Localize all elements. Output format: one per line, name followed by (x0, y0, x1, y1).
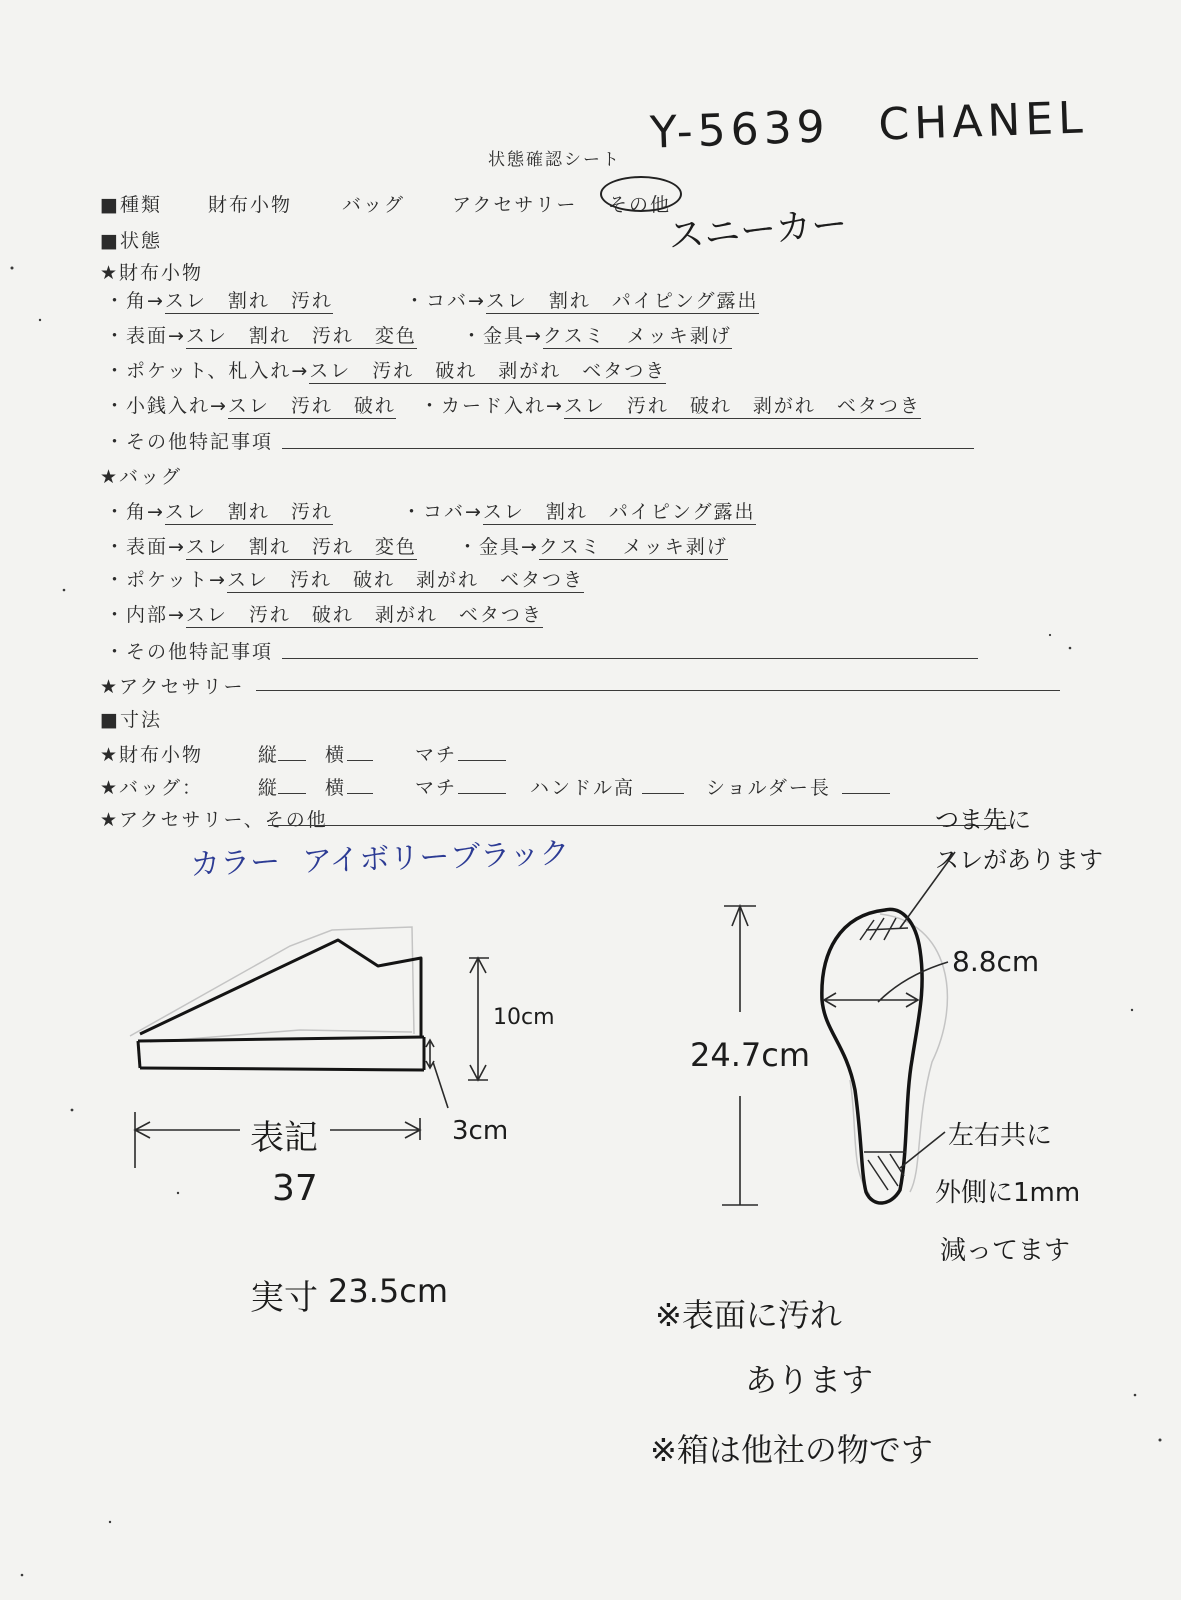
row-prefix: ・角→ (105, 501, 165, 523)
row-prefix: ・ポケット、札入れ→ (105, 360, 310, 382)
upper-height-label: 10cm (493, 1005, 555, 1030)
dim-bag-height-blank (278, 793, 306, 794)
wallet-heading: ★財布小物 (100, 262, 204, 284)
row-options: スレ 割れ パイピング露出 (485, 290, 759, 312)
dim-wallet-gusset-blank (458, 760, 506, 761)
heel-note-line1: 左右共に (948, 1121, 1053, 1151)
row-options: スレ 割れ パイピング露出 (482, 501, 756, 523)
wallet-coin-row (105, 391, 396, 418)
bag-surface-row (105, 532, 417, 559)
size-label: 表記 (250, 1118, 318, 1158)
heel-note-line2: 外側に1mm (935, 1178, 1081, 1208)
row-prefix: ・コバ→ (402, 501, 483, 523)
wallet-corner-row (105, 286, 333, 313)
row-prefix: ・表面→ (105, 536, 186, 558)
wallet-edge-row (405, 286, 759, 313)
row-prefix: ・コバ→ (405, 290, 486, 312)
dim-bag-heading: ★バッグ： (100, 777, 204, 799)
width-arrow (824, 962, 948, 1007)
row-options: スレ 割れ 汚れ (164, 290, 333, 312)
dim-wallet-height-blank (278, 760, 306, 761)
sole-thickness-label: 3cm (452, 1116, 509, 1146)
bag-notes-line (282, 658, 978, 659)
accessory-heading: ★アクセサリー (100, 676, 245, 698)
actual-size-value: 23.5cm (328, 1272, 449, 1310)
sneaker-side-view (138, 940, 424, 1070)
row-options: クスミ メッキ剥げ (542, 325, 732, 347)
remark-box: ※箱は他社の物です (650, 1431, 933, 1469)
wallet-surface-row (105, 321, 417, 348)
category-option-accessory: アクセサリー (452, 194, 578, 216)
row-prefix: ・内部→ (105, 604, 186, 626)
category-note: スニーカー (666, 203, 849, 258)
sneaker-sole-toe-end (138, 1041, 140, 1068)
row-options: スレ 汚れ 破れ 剥がれ ベタつき (185, 604, 543, 626)
remark-stain-line1: ※表面に汚れ (655, 1296, 842, 1334)
sneaker-upper-outline (140, 940, 421, 1036)
dim-bag-handle-blank (642, 793, 684, 794)
condition-label: ■状態 (100, 230, 162, 252)
row-options: スレ 汚れ 破れ 剥がれ ベタつき (309, 360, 667, 382)
dim-bag-width-label: 横 (325, 777, 347, 799)
row-options: スレ 割れ 汚れ 変色 (185, 325, 417, 347)
wallet-notes-line (282, 448, 974, 449)
bag-pocket-row (105, 565, 584, 592)
row-options: スレ 汚れ 破れ (227, 395, 396, 417)
dim-bag-width-blank (347, 793, 373, 794)
category-label: ■種類 (100, 194, 162, 216)
dim-other-line (268, 825, 1010, 826)
sole-length-label: 24.7cm (690, 1036, 811, 1074)
row-prefix: ・カード入れ→ (420, 395, 564, 417)
sneaker-sole-bottom (140, 1068, 424, 1070)
dim-wallet-height-label: 縦 (258, 744, 280, 766)
row-prefix: ・ポケット→ (105, 569, 227, 591)
row-prefix: ・表面→ (105, 325, 186, 347)
actual-size-label: 実寸 (250, 1278, 318, 1318)
size-value: 37 (272, 1168, 318, 1209)
category-option-other: その他 (608, 194, 672, 216)
wallet-card-row (420, 391, 921, 418)
bag-corner-row (105, 497, 333, 524)
dim-bag-shoulder-blank (842, 793, 890, 794)
row-prefix: ・角→ (105, 290, 165, 312)
dim-bag-height-label: 縦 (258, 777, 280, 799)
dim-wallet-heading: ★財布小物 (100, 744, 204, 766)
row-options: スレ 汚れ 破れ 剥がれ ベタつき (226, 569, 584, 591)
dim-bag-handle-label: ハンドル高 (530, 777, 636, 799)
heel-note-line3: 減ってます (940, 1236, 1071, 1266)
row-prefix: ・金具→ (458, 536, 539, 558)
wallet-hardware-row (462, 321, 732, 348)
row-prefix: ・金具→ (462, 325, 543, 347)
row-options: スレ 割れ 汚れ (164, 501, 333, 523)
sneaker-sole-top (138, 1037, 424, 1041)
toe-note-line1: つま先に (935, 806, 1031, 834)
dimensions-label: ■寸法 (100, 709, 162, 731)
remark-stain-line2: あります (745, 1361, 874, 1399)
dim-bag-gusset-blank (458, 793, 506, 794)
color-value-ivory: アイボリー (301, 839, 451, 880)
wallet-pocket-row (105, 356, 666, 383)
selected-circle-mark (600, 176, 682, 212)
height-arrow (468, 958, 489, 1080)
sole-top-view (822, 909, 922, 1203)
bag-edge-row (402, 497, 756, 524)
dim-wallet-width-label: 横 (325, 744, 347, 766)
dim-bag-gusset-label: マチ (415, 777, 458, 799)
category-option-wallet: 財布小物 (208, 194, 293, 216)
row-options: クスミ メッキ剥げ (538, 536, 728, 558)
row-options: スレ 汚れ 破れ 剥がれ ベタつき (563, 395, 921, 417)
bag-hardware-row (458, 532, 728, 559)
wallet-notes-label: ・その他特記事項 (105, 431, 274, 453)
bag-notes-label: ・その他特記事項 (105, 641, 274, 663)
sole-view-measurements (722, 852, 955, 1205)
bag-interior-row (105, 600, 543, 627)
row-prefix: ・小銭入れ→ (105, 395, 228, 417)
dim-wallet-gusset-label: マチ (415, 744, 458, 766)
bag-heading: ★バッグ (100, 466, 183, 488)
sole-thickness-mark (426, 1040, 448, 1108)
sole-width-label: 8.8cm (952, 945, 1040, 978)
dim-wallet-width-blank (347, 760, 373, 761)
category-option-bag: バッグ (342, 194, 406, 216)
toe-note-line2: スレがあります (935, 846, 1103, 874)
sole-outline (822, 909, 922, 1203)
sole-wear-hatching (860, 918, 908, 1190)
row-options: スレ 割れ 汚れ 変色 (185, 536, 417, 558)
item-code: Y-5639 CHANEL (649, 92, 1089, 159)
color-label: カラー (189, 844, 281, 883)
accessory-line (256, 690, 1060, 691)
color-value-black: ブラック (449, 835, 571, 876)
sheet-title: 状態確認シート (488, 150, 621, 170)
scan-speckles (11, 267, 1162, 1577)
dim-bag-shoulder-label: ショルダー長 (706, 777, 831, 799)
dim-other-heading: ★アクセサリー、その他 (100, 809, 328, 831)
